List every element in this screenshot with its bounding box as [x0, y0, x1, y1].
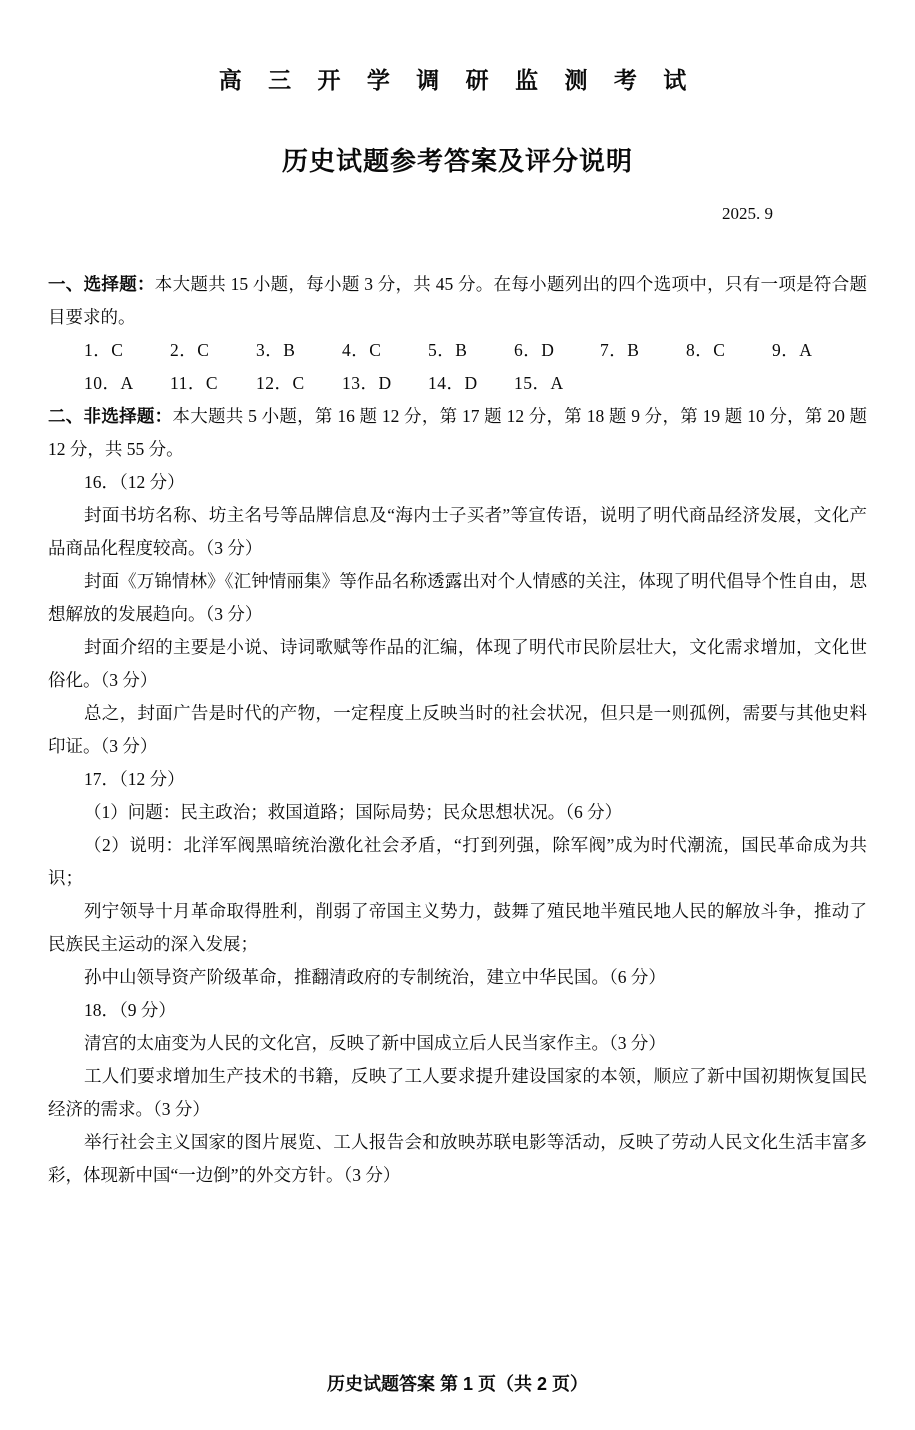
answer-item: 9．A	[772, 340, 813, 360]
answer-item: 7．B	[600, 340, 640, 360]
answers-row-1	[48, 334, 867, 367]
section-one-text: 本大题共 15 小题，每小题 3 分，共 45 分。在每小题列出的四个选项中，只有一项是符合题目要求的。	[48, 274, 868, 327]
answer-item: 6．D	[514, 340, 555, 360]
question-number-17: 17．（12 分）	[84, 769, 185, 789]
answer-item: 10．A	[84, 373, 134, 393]
answer-content	[48, 268, 867, 1192]
question-number-16: 16．（12 分）	[84, 472, 185, 492]
answer-paragraph: 总之，封面广告是时代的产物，一定程度上反映当时的社会状况，但只是一则孤例，需要与其他史料印证。（3 分）	[48, 703, 867, 756]
answer-paragraph: 孙中山领导资产阶级革命，推翻清政府的专制统治，建立中华民国。（6 分）	[84, 967, 666, 987]
answer-paragraph: （1）问题：民主政治；救国道路；国际局势；民众思想状况。（6 分）	[84, 802, 623, 822]
answers-row-2	[48, 367, 867, 400]
answer-item: 12．C	[256, 373, 305, 393]
answer-item: 1．C	[84, 340, 124, 360]
answer-paragraph: 封面书坊名称、坊主名号等品牌信息及“海内士子买者”等宣传语，说明了明代商品经济发展，文化产品商品化程度较高。（3 分）	[48, 505, 867, 558]
answer-paragraph: 工人们要求增加生产技术的书籍，反映了工人要求提升建设国家的本领，顺应了新中国初期恢复国民经济的需求。（3 分）	[48, 1066, 867, 1119]
section-one-lead: 一、选择题：	[48, 274, 155, 294]
answer-paragraph: 清宫的太庙变为人民的文化宫，反映了新中国成立后人民当家作主。（3 分）	[84, 1033, 666, 1053]
answer-paragraph: 封面《万锦情林》《汇钟情丽集》等作品名称透露出对个人情感的关注，体现了明代倡导个性自由，思想解放的发展趋向。（3 分）	[48, 571, 867, 624]
answer-paragraph: （2）说明：北洋军阀黑暗统治激化社会矛盾，“打到列强，除军阀”成为时代潮流，国民革命成为共识；	[48, 835, 867, 888]
exam-date: 2025. 9	[722, 204, 773, 223]
answer-item: 11．C	[170, 373, 219, 393]
section-one-heading	[48, 268, 867, 334]
answer-item: 15．A	[514, 373, 564, 393]
answer-item: 4．C	[342, 340, 382, 360]
question-number-18: 18．（9 分）	[84, 1000, 176, 1020]
section-two-heading	[48, 400, 867, 466]
answer-item: 8．C	[686, 340, 726, 360]
section-two-text: 本大题共 5 小题，第 16 题 12 分，第 17 题 12 分，第 18 题 9 分，第 19 题 10 分，第 20 题 12 分，共 55 分。	[48, 406, 867, 459]
page-title: 高 三 开 学 调 研 监 测 考 试	[218, 67, 697, 93]
document-page	[0, 62, 915, 1430]
answer-paragraph: 举行社会主义国家的图片展览、工人报告会和放映苏联电影等活动，反映了劳动人民文化生活丰富多彩，体现新中国“一边倒”的外交方针。（3 分）	[48, 1132, 867, 1185]
answer-item: 13．D	[342, 373, 392, 393]
answer-paragraph: 封面介绍的主要是小说、诗词歌赋等作品的汇编，体现了明代市民阶层壮大，文化需求增加，文化世俗化。（3 分）	[48, 637, 867, 690]
page-subtitle: 历史试题参考答案及评分说明	[281, 146, 633, 176]
section-two-lead: 二、非选择题：	[48, 406, 173, 426]
answer-item: 5．B	[428, 340, 468, 360]
answer-item: 3．B	[256, 340, 296, 360]
page-footer: 历史试题答案 第 1 页（共 2 页）	[326, 1374, 589, 1394]
answer-item: 14．D	[428, 373, 478, 393]
answer-item: 2．C	[170, 340, 210, 360]
answer-paragraph: 列宁领导十月革命取得胜利，削弱了帝国主义势力，鼓舞了殖民地半殖民地人民的解放斗争，推动了民族民主运动的深入发展；	[48, 901, 867, 954]
